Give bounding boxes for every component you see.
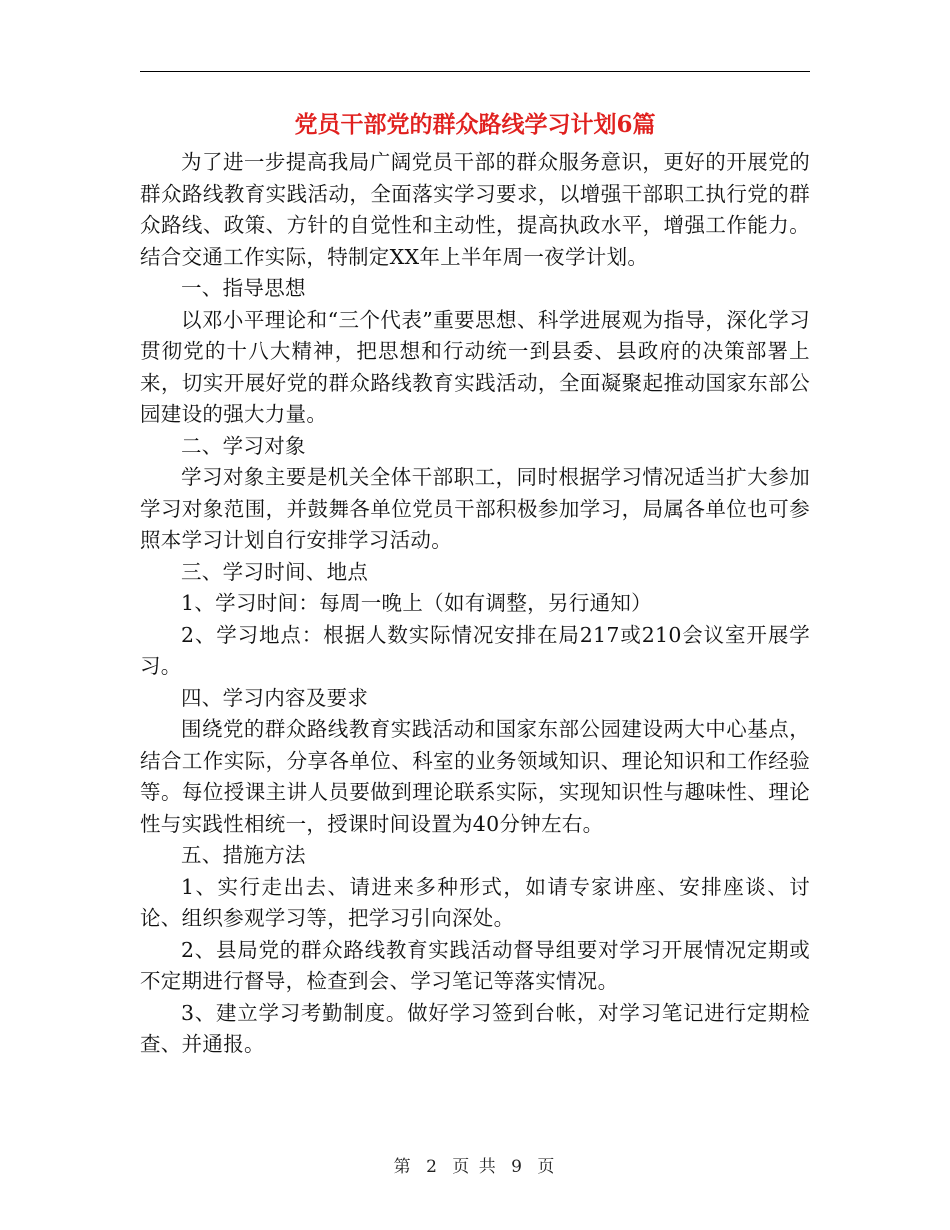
- page-number: 2: [426, 1157, 439, 1177]
- document-title: 党员干部党的群众路线学习计划6篇: [294, 111, 656, 138]
- item-measure-2: 2、县局党的群众路线教育实践活动督导组要对学习开展情况定期或不定期进行督导，检查到会、学习笔记等落实情况。: [140, 937, 810, 993]
- header-rule: [140, 71, 810, 72]
- paragraph-content-requirements: 围绕党的群众路线教育实践活动和国家东部公园建设两大中心基点，结合工作实际，分享各单位、科室的业务领域知识、理论知识和工作经验等。每位授课主讲人员要做到理论联系实际，实现知识性与趣味性、理论性与实践性相统一，授课时间设置为40分钟左右。: [140, 717, 810, 836]
- item-study-place: 2、学习地点：根据人数实际情况安排在局217或210会议室开展学习。: [140, 622, 810, 678]
- heading-study-targets: 二、学习对象: [181, 433, 306, 458]
- document-body: [140, 147, 810, 1061]
- heading-time-place: 三、学习时间、地点: [181, 559, 369, 584]
- page-total: 9: [511, 1157, 524, 1177]
- paragraph-guiding-thought: 以邓小平理论和“三个代表”重要思想、科学进展观为指导，深化学习贯彻党的十八大精神，把思想和行动统一到县委、县政府的决策部署上来，切实开展好党的群众路线教育实践活动，全面凝聚起推动国家东部公园建设的强大力量。: [140, 307, 810, 426]
- page-footer: [0, 1152, 950, 1177]
- footer-suffix: 页: [537, 1157, 557, 1177]
- item-measure-3: 3、建立学习考勤制度。做好学习签到台帐，对学习笔记进行定期检查、并通报。: [140, 1000, 810, 1056]
- paragraph-intro: 为了进一步提高我局广阔党员干部的群众服务意识，更好的开展党的群众路线教育实践活动，全面落实学习要求，以增强干部职工执行党的群众路线、政策、方针的自觉性和主动性，提高执政水平，增强工作能力。结合交通工作实际，特制定XX年上半年周一夜学计划。: [140, 150, 810, 269]
- item-measure-1: 1、实行走出去、请进来多种形式，如请专家讲座、安排座谈、讨论、组织参观学习等，把学习引向深处。: [140, 874, 810, 930]
- footer-middle: 页 共: [452, 1157, 498, 1177]
- paragraph-study-targets: 学习对象主要是机关全体干部职工，同时根据学习情况适当扩大参加学习对象范围，并鼓舞各单位党员干部积极参加学习，局属各单位也可参照本学习计划自行安排学习活动。: [140, 465, 810, 552]
- footer-prefix: 第: [393, 1157, 413, 1177]
- item-study-time: 1、学习时间：每周一晚上（如有调整，另行通知）: [181, 591, 652, 615]
- heading-guiding-thought: 一、指导思想: [181, 276, 306, 300]
- heading-content-requirements: 四、学习内容及要求: [181, 685, 369, 710]
- heading-measures: 五、措施方法: [181, 843, 306, 867]
